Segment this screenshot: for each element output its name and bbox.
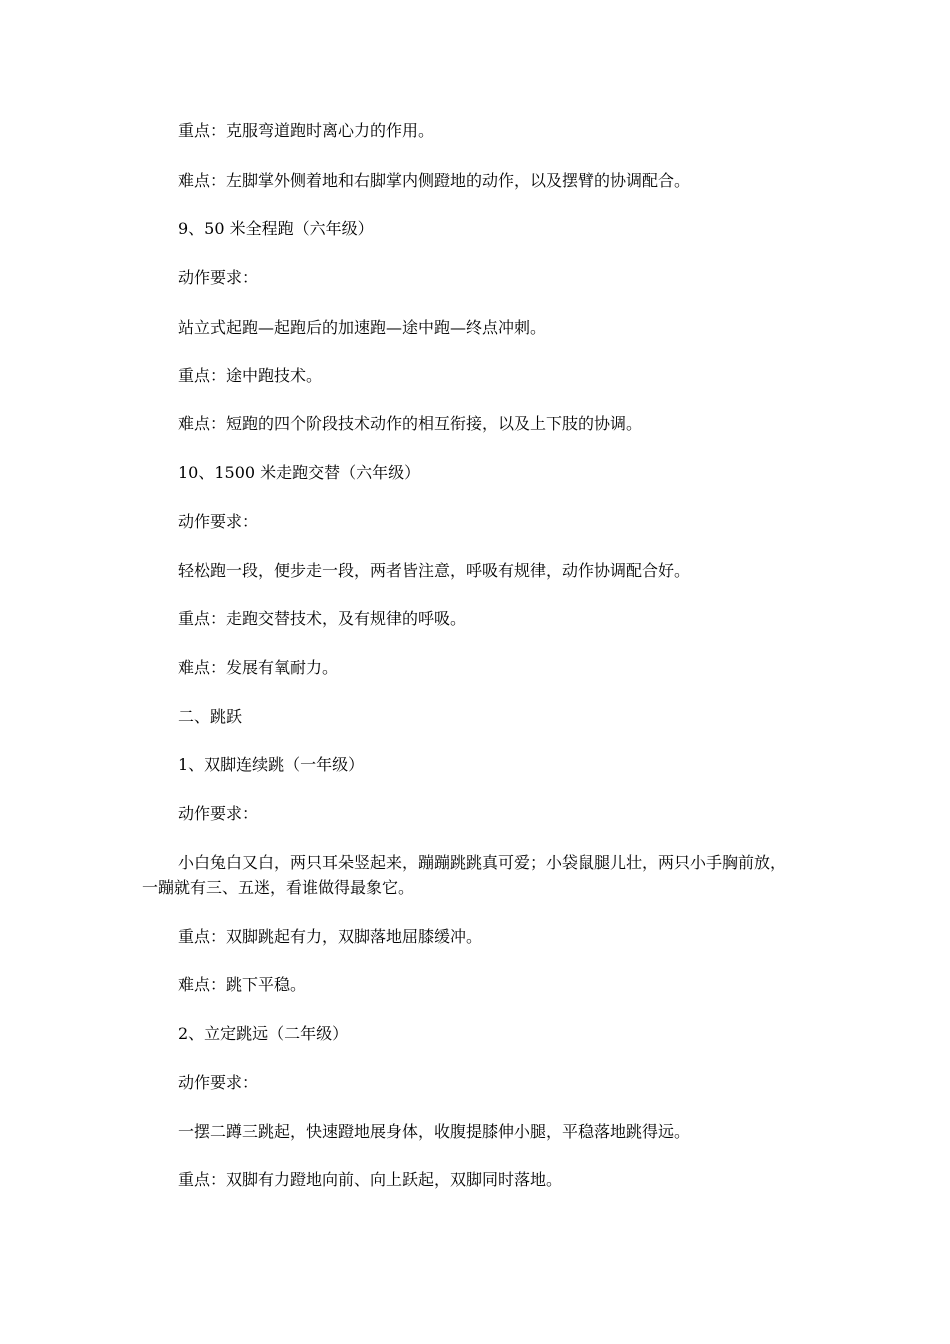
walk-run-description: 轻松跑一段，便步走一段，两者皆注意，呼吸有规律，动作协调配合好。 <box>178 561 691 580</box>
difficulty-walk-run: 难点：发展有氧耐力。 <box>178 658 339 677</box>
key-point-curve-running: 重点：克服弯道跑时离心力的作用。 <box>178 121 435 140</box>
key-point-standing-long-jump: 重点：双脚有力蹬地向前、向上跃起，双脚同时落地。 <box>178 1170 563 1189</box>
section-heading-50m-sprint: 9、50 米全程跑（六年级） <box>178 219 374 238</box>
key-point-double-foot-jump: 重点：双脚跳起有力，双脚落地屈膝缓冲。 <box>178 927 483 946</box>
movement-requirements-label: 动作要求： <box>178 268 259 287</box>
section-heading-1500m-walk-run: 10、1500 米走跑交替（六年级） <box>178 463 421 482</box>
movement-requirements-label: 动作要求： <box>178 512 259 531</box>
long-jump-rhyme-text: 一摆二蹲三跳起，快速蹬地展身体，收腹提膝伸小腿，平稳落地跳得远。 <box>178 1122 691 1141</box>
difficulty-curve-running: 难点：左脚掌外侧着地和右脚掌内侧蹬地的动作，以及摆臂的协调配合。 <box>178 171 691 190</box>
chapter-heading-jumping: 二、跳跃 <box>178 707 243 726</box>
section-heading-double-foot-jump: 1、双脚连续跳（一年级） <box>178 755 365 774</box>
movement-requirements-label: 动作要求： <box>178 804 259 823</box>
key-point-sprint: 重点：途中跑技术。 <box>178 366 323 385</box>
key-point-walk-run: 重点：走跑交替技术，及有规律的呼吸。 <box>178 609 467 628</box>
movement-requirements-label: 动作要求： <box>178 1073 259 1092</box>
sprint-phases-text: 站立式起跑—起跑后的加速跑—途中跑—终点冲刺。 <box>178 318 547 337</box>
section-heading-standing-long-jump: 2、立定跳远（二年级） <box>178 1024 349 1043</box>
rhyme-text-line-1: 小白兔白又白，两只耳朵竖起来，蹦蹦跳跳真可爱；小袋鼠腿儿壮，两只小手胸前放， <box>178 853 787 872</box>
rhyme-text-line-2: 一蹦就有三、五迷，看谁做得最象它。 <box>142 878 415 897</box>
difficulty-double-foot-jump: 难点：跳下平稳。 <box>178 975 307 994</box>
difficulty-sprint: 难点：短跑的四个阶段技术动作的相互衔接，以及上下肢的协调。 <box>178 414 643 433</box>
